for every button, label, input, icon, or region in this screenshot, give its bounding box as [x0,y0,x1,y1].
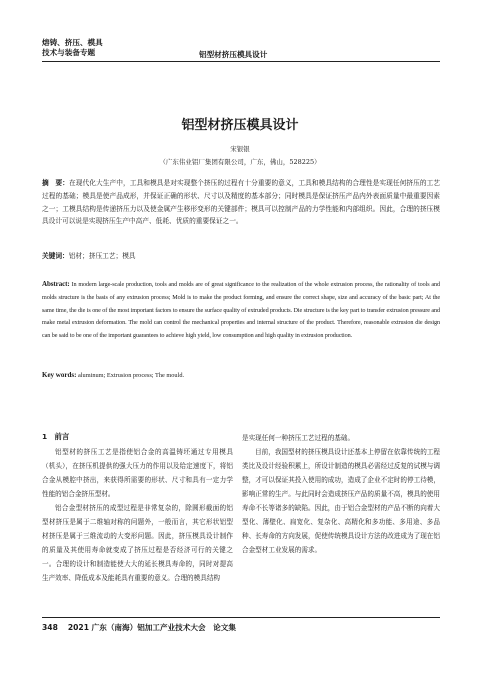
paragraph-continued: 是实现任何一种挤压工艺过程的基础。 [242,434,355,442]
running-title: 铝型材挤压模具设计 [199,50,268,59]
paragraph: 目前，我国型材的挤压模具设计还基本上停留在依靠传统的工程类比及设计经验积累上，所设计制造的模具必需经过反复的试模与调整，才可以保证其投入使用的成功，造成了企业不定时的停工待模，影响正常的生产。与此同时会造成挤压产品的质量不高，模具的使用寿命不长等诸多的缺陷。因此，由于铝合金型材的产品不断的向着大型化、薄壁化、扁宽化、复杂化、高精化和多功能、多用途、多品种、长寿命的方向发展，促使传统模具设计方法的改进成为了现在铝合金型材工业发展的需求。 [242,448,440,554]
keywords-en-label: Key words: [42,371,77,379]
keywords-cn [42,250,440,260]
footer [42,622,246,633]
page-number: 348 [42,623,58,632]
abstract-cn-label: 摘 要： [42,179,69,187]
abstract-cn [42,177,440,228]
author: 宋银银 [230,145,250,153]
abstract-cn-text: 在现代化大生产中，工具和模具是对实现整个挤压的过程有十分重要的意义，工具和模具结构的合理性是实现任何挤压的工艺过程的基础；模具是使产品成形，并保证正确的形状、尺寸以及精度的基本部分；同时模具是保证挤压产品内外表面质量中最重要因素之一；工模具结构是传递挤压力以及使金属产生移形变形的关键部件；模具可以控制产品的力学性能和内部组织。因此，合理的挤压模具设计可以说是实现挤压生产中高产、低耗、优质的重要保证之一。 [42,179,441,226]
journal-section-label [42,38,103,58]
journal-line-1: 熔铸、挤压、模具 [42,38,103,47]
body-column-right [242,431,440,557]
paper-title: 铝型材挤压模具设计 [181,118,299,133]
keywords-en-text: aluminum; Extrusion process; The mould. [78,372,185,379]
conference-name: 2021 广东（南海）铝加工产业技术大会 论文集 [67,623,236,632]
keywords-cn-label: 关键词： [42,252,69,260]
abstract-en-label: Abstract: [42,280,70,288]
paragraph: 铝合金型材挤压的成型过程是非常复杂的，除圆形截面的铝型材挤压是属于二维轴对称的问题外，一般而言，其它形状铝型材挤压是属于三维流动的大变形问题。因此，挤压模具设计制作的质量及其使用寿命就变成了挤压过程是否经济可行的关键之一。合理的设计和制造能使大大的延长模具寿命的，同时对提高生产效率、降低成本及能耗具有重要的意义。合理的模具结构 [42,504,233,582]
keywords-en [42,371,440,379]
footer-rule [42,617,440,618]
abstract-en-text: In modern large-scale production, tools and molds are of great significance to the realization of the whole extrusion process, the rationality of tools and molds structure is the basis of any extrusion process; Mold is to make the product forming, and ensure the correct shape, size and accuracy of the basic part; At the same time, the die is one of the most important factors to ensure the surface quality of extruded products. Die structure is the key part to transfer extrusion pressure and make metal extrusion deformation. The mold can control the mechanical properties and internal structure of the product. Therefore, reasonable extrusion die design can be said to be one of the important guarantees to achieve high yield, low consumption and high quality in extrusion production. [42,282,440,339]
abstract-en [42,278,440,343]
paragraph: 铝型材的挤压工艺是指使铝合金的高温铸坯通过专用模具（机头），在挤压机提供的强大压力的作用以及给定速度下，将铝合金从模腔中挤出，来获得所需要的形状、尺寸和具有一定力学性能的铝合金挤压型材。 [42,448,233,498]
body-column-left [42,445,233,585]
header-rule [42,61,440,62]
section-heading: 1 前言 [42,432,70,441]
keywords-cn-text: 铝材；挤压工艺；模具 [68,252,136,260]
journal-line-2: 技术与装备专题 [42,48,96,57]
affiliation: （广东伟业铝厂集团有限公司，广东，佛山，528225） [159,158,321,166]
